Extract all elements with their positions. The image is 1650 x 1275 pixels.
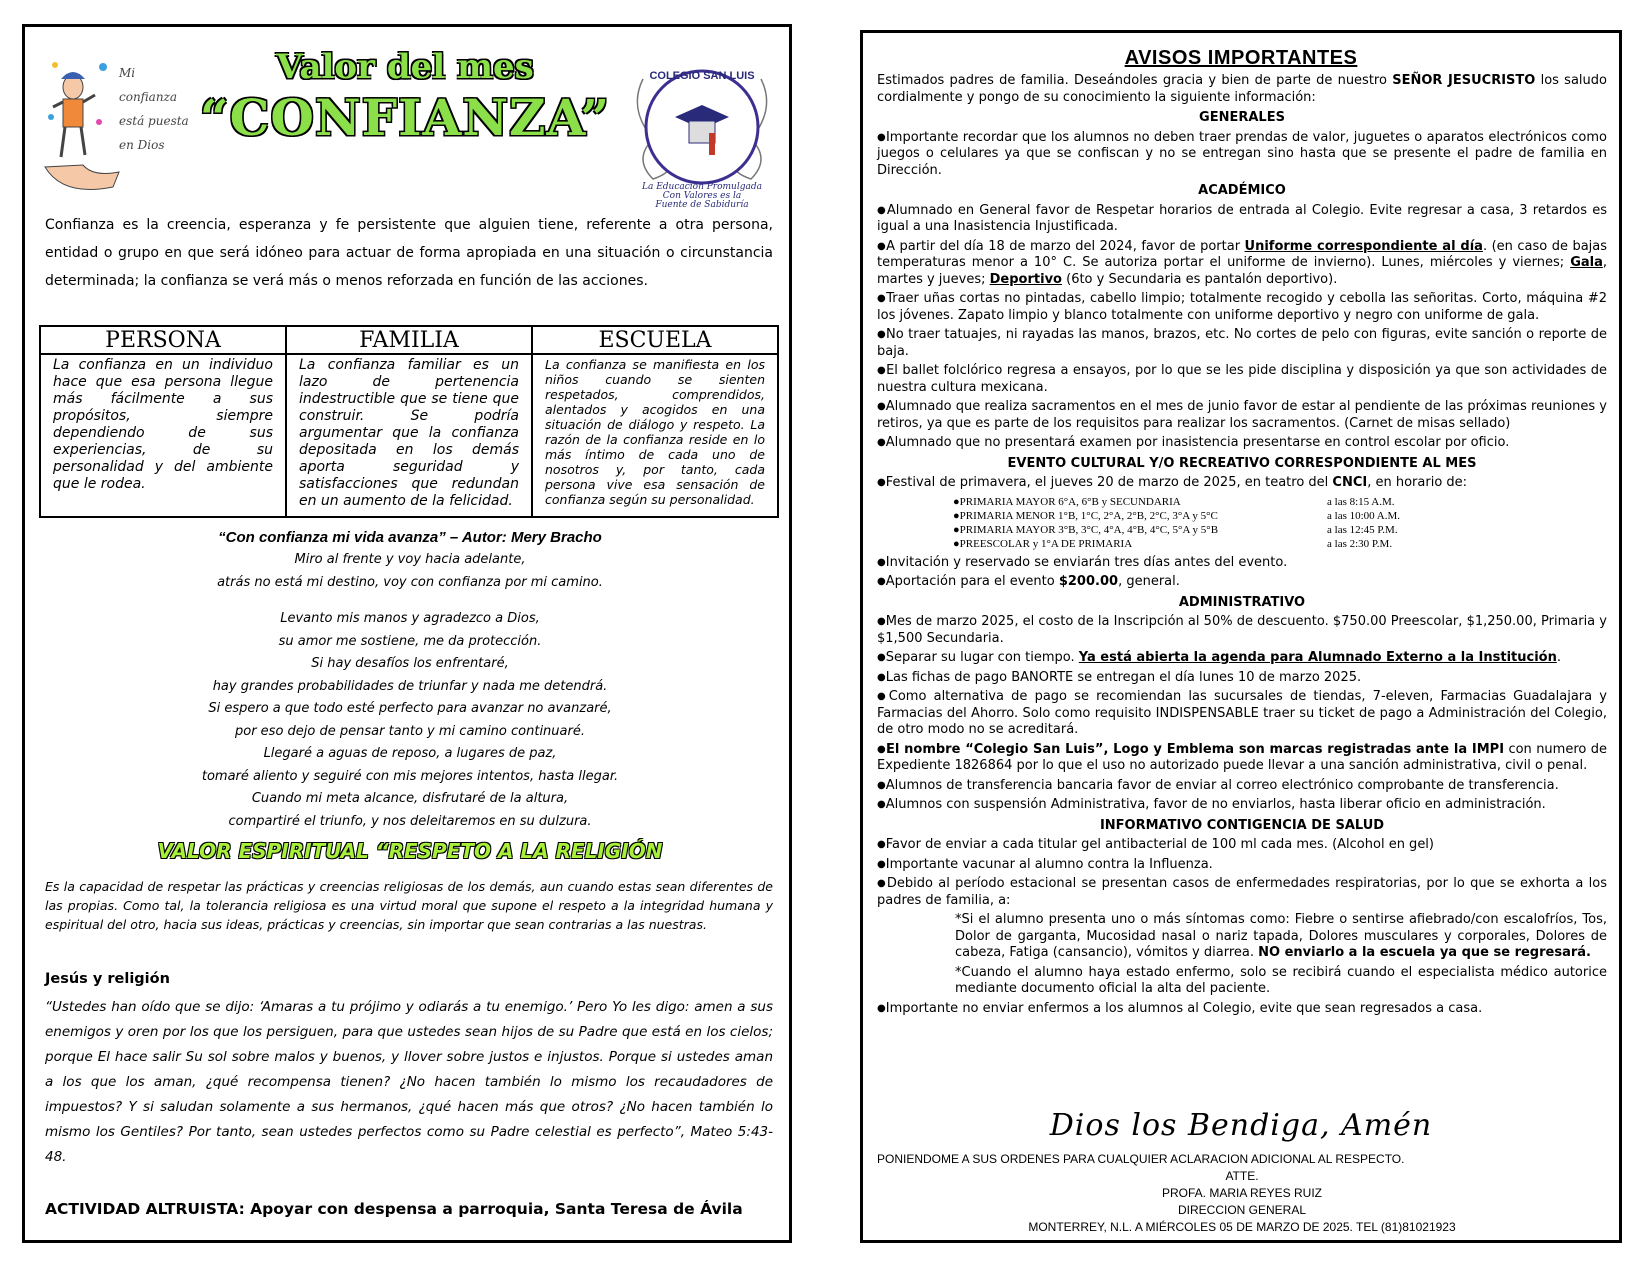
notices-body [877, 73, 1607, 1020]
poem-line: Si hay desafíos los enfrentaré, [311, 656, 509, 671]
notice-item: ● Alumnado que no presentará examen por inasistencia presentarse en control escolar por oficio. [877, 435, 1607, 452]
schedule-row: ●PRIMARIA MAYOR 6°A, 6°B y SECUNDARIA a las 8:15 A.M. [953, 495, 1395, 508]
section-evento: EVENTO CULTURAL Y/O RECREATIVO CORRESPONDIENTE AL MES [1007, 455, 1477, 471]
notice-item: ● Importante recordar que los alumnos no deben traer prendas de valor, juguetes o aparatos electrónicos como juegos o celulares ya que se confiscan y no se entregan sino hasta que se presente el padre de familia en Dirección. [877, 130, 1607, 180]
notice-item: ● Importante vacunar al alumno contra la Influenza. [877, 857, 1607, 874]
notice-item: ● Festival de primavera, el jueves 20 de marzo de 2025, en teatro del CNCI, en horario de: [877, 475, 1607, 492]
notice-item: ● No traer tatuajes, ni rayadas las manos, brazos, etc. No cortes de pelo con figuras, evite sanción o reporte de baja. [877, 327, 1607, 360]
logo-caption: Mi confianza está puesta en Dios [119, 66, 189, 152]
table-header-row [40, 326, 778, 354]
poem-line: Cuando mi meta alcance, disfrutaré de la altura, [251, 791, 569, 806]
notice-item: ● Alumnado en General favor de Respetar horarios de entrada al Colegio. Evite regresar a casa, 3 retardos es igual a una Inasistencia Injustificada. [877, 203, 1607, 236]
important-notices-panel [860, 30, 1622, 1243]
notice-item: ● Invitación y reservado se enviarán tres días antes del evento. [877, 555, 1607, 572]
poem-line: Levanto mis manos y agradezco a Dios, [280, 611, 540, 626]
jesus-religion-heading: Jesús y religión [45, 971, 170, 987]
spiritual-value-title: VALOR ESPIRITUAL “RESPETO A LA RELIGIÓN [157, 839, 663, 863]
closing-line: MONTERREY, N.L. A MIÉRCOLES 05 DE MARZO DE 2025. TEL (81)81021923 [1028, 1220, 1456, 1234]
value-title [195, 47, 615, 149]
value-of-month-panel [22, 24, 792, 1243]
section-salud: INFORMATIVO CONTIGENCIA DE SALUD [1099, 817, 1385, 833]
cell-escuela: La confianza se manifiesta en los niños cuando se sienten respetados, comprendidos, alentados y acogidos en una situación de diálogo y respeto. La razón de la confianza reside en lo más íntimo de cada uno de nosotros y, por tanto, cada persona vive esa sensación de confianza según su personalidad. [532, 354, 778, 517]
notice-item: ● Importante no enviar enfermos a los alumnos al Colegio, evite que sean regresados a casa. [877, 1001, 1607, 1018]
notice-item: ● Debido al período estacional se presentan casos de enfermedades respiratorias, por lo que se exhorta a los padres de familia, a: [877, 876, 1607, 909]
altruistic-activity: ACTIVIDAD ALTRUISTA: Apoyar con despensa a parroquia, Santa Teresa de Ávila [45, 1200, 743, 1218]
poem-line: por eso dejo de pensar tanto y mi camino continuaré. [235, 723, 585, 739]
poem-line: Miro al frente y voy hacia adelante, [294, 552, 526, 567]
notice-subitem: *Cuando el alumno haya estado enfermo, solo se recibirá cuando el especialista médico autorice mediante documento oficial la alta del paciente. [955, 964, 1607, 996]
school-emblem [623, 49, 781, 209]
notice-item: ● El ballet folclórico regresa a ensayos, por lo que se les pide disciplina y disposición ya que son actividades de nuestra cultura mexicana. [877, 363, 1607, 396]
child-and-hand-illustration [43, 47, 123, 202]
notice-item: ● Traer uñas cortas no pintadas, cabello limpio; totalmente recogido y cebolla las señoritas. Corto, máquina #2 los jóvenes. Zapato limpio y blanco totalmente con uniforme deportivo y negro con uniforme de gala. [877, 291, 1607, 324]
notice-subitem: *Si el alumno presenta uno o más síntomas como: Fiebre o sentirse afiebrado/con escalofríos, Tos, Dolor de garganta, Mucosidad nasal o nariz tapada, Dolores musculares y corporales, Dolores de cabeza, Fatiga (cansancio), vómitos y diarrea. NO enviarlo a la escuela ya que se regresará. [955, 912, 1607, 960]
poem-line: hay grandes probabilidades de triunfar y nada me detendrá. [212, 678, 608, 694]
header-escuela: ESCUELA [532, 326, 778, 354]
notice-item: ● Favor de enviar a cada titular gel antibacterial de 100 ml cada mes. (Alcohol en gel) [877, 837, 1607, 854]
poem-line: Si espero a que todo esté perfecto para avanzar no avanzaré, [208, 701, 612, 716]
school-motto-1: La Educación Promulgada [642, 182, 762, 192]
notice-item: ● Mes de marzo 2025, el costo de la Inscripción al 50% de descuento. $750.00 Preescolar, $1,250.00, Primaria y $1,500 Secundaria. [877, 614, 1607, 647]
section-generales: GENERALES [1199, 110, 1285, 125]
school-motto-3: Fuente de Sabiduría [655, 200, 749, 209]
trust-contexts-table [39, 325, 779, 518]
school-motto-2: Con Valores es la [662, 191, 742, 201]
scripture-quote: “Ustedes han oído que se dijo: ‘Amaras a tu prójimo y odiarás a tu enemigo.’ Pero Yo les digo: amen a sus enemigos y oren por los que los persiguen, para que ustedes sean hijos de su Padre que está en los cielos; porque El hace salir Su sol sobre malos y buenos, y llover sobre justos e injustos. Porque si ustedes aman a los que los aman, ¿qué recompensa tienen? ¿No hacen también lo mismo los recaudadores de impuestos? Y si saludan solamente a sus hermanos, ¿qué hacen más que otros? ¿No hacen también lo mismo los Gentiles? Por tanto, sean ustedes perfectos como su Padre celestial es perfecto”, Mateo 5:43-48. [45, 999, 773, 1165]
notice-item: ● A partir del día 18 de marzo del 2024, favor de portar Uniforme correspondiente al día. (en caso de bajas temperaturas menor a 10° C. Se autoriza portar el uniforme de invierno). Lunes, miércoles y viernes; Gala, martes y jueves; Deportivo (6to y Secundaria es pantalón deportivo). [877, 239, 1607, 289]
notice-item: ● Como alternativa de pago se recomiendan las sucursales de tiendas, 7-eleven, Farmacias Guadalajara y Farmacias del Ahorro. Solo como requisito INDISPENSABLE traer su ticket de pago a Administración del Colegio, de otro modo no se acreditará. [877, 689, 1607, 739]
header-persona: PERSONA [40, 326, 286, 354]
notice-item: ● Separar su lugar con tiempo. Ya está abierta la agenda para Alumnado Externo a la Institución. [877, 650, 1607, 667]
table-row [40, 354, 778, 517]
notices-title: AVISOS IMPORTANTES [1124, 47, 1358, 69]
schedule-row: ●PRIMARIA MENOR 1°B, 1°C, 2°A, 2°B, 2°C, 3°A y 5°C a las 10:00 A.M. [953, 509, 1401, 522]
school-name: COLEGIO SAN LUIS [649, 70, 755, 82]
poem-title: “Con confianza mi vida avanza” – Autor: Mery Bracho [218, 529, 602, 546]
closing-line: PROFA. MARIA REYES RUIZ [1161, 1186, 1323, 1200]
poem-line: tomaré aliento y seguiré con mis mejores intentos, hasta llegar. [201, 768, 619, 784]
schedule-row: ●PRIMARIA MAYOR 3°B, 3°C, 4°A, 4°B, 4°C, 5°A y 5°B a las 12:45 P.M. [953, 523, 1398, 536]
closing-signature [877, 1151, 1607, 1236]
poem-line: su amor me sostiene, me da protección. [278, 633, 542, 649]
trust-definition: Confianza es la creencia, esperanza y fe persistente que alguien tiene, referente a otra persona, entidad o grupo en que será idóneo para actuar de forma apropiada en una situación o circunstancia determinada; la confianza se verá más o menos reforzada en función de las acciones. [45, 217, 773, 289]
intro-paragraph: Estimados padres de familia. Deseándoles gracia y bien de parte de nuestro SEÑOR JESUCRISTO los saludo cordialmente y pongo de su conocimiento la siguiente información: [877, 73, 1607, 105]
header-familia: FAMILIA [286, 326, 532, 354]
cell-persona: La confianza en un individuo hace que esa persona llegue más fácilmente a sus propósitos, siempre dependiendo de sus experiencias, de su personalidad y del ambiente que le rodea. [40, 354, 286, 517]
schedule-row: ●PREESCOLAR y 1°A DE PRIMARIA a las 2:30 P.M. [953, 537, 1393, 550]
poem-line: compartiré el triunfo, y nos deleitaremos en su dulzura. [228, 813, 592, 829]
spiritual-value-text: Es la capacidad de respetar las prácticas y creencias religiosas de los demás, aun cuando estas sean diferentes de las propias. Como tal, la tolerancia religiosa es una virtud moral que supone el respeto a la integridad humana y espiritual del otro, hacia sus ideas, prácticas y creencias, sin importar que sean contrarias a las nuestras. [45, 879, 773, 932]
notice-item: ● Alumnos con suspensión Administrativa, favor de no enviarlos, hasta liberar oficio en administración. [877, 797, 1607, 814]
value-word: “CONFIANZA” [199, 88, 611, 147]
section-academico: ACADÉMICO [1198, 183, 1286, 198]
cell-familia: La confianza familiar es un lazo de pertenencia indestructible que se tiene que construir. Se podría argumentar que la confianza depositada en los demás aporta seguridad y satisfacciones que redundan en un aumento de la felicidad. [286, 354, 532, 517]
festival-schedule [953, 495, 1607, 551]
closing-line: DIRECCION GENERAL [1177, 1203, 1307, 1217]
school-logo [623, 49, 781, 209]
closing-line: PONIENDOME A SUS ORDENES PARA CUALQUIER ACLARACION ADICIONAL AL RESPECTO. [877, 1152, 1405, 1166]
poem [25, 549, 795, 833]
trust-in-god-logo [43, 47, 193, 202]
section-administrativo: ADMINISTRATIVO [1178, 594, 1306, 610]
blessing: Dios los Bendiga, Amén [1049, 1108, 1433, 1143]
closing-line: ATTE. [1225, 1169, 1259, 1183]
poem-line: atrás no está mi destino, voy con confianza por mi camino. [217, 574, 603, 590]
notice-item: ● Alumnado que realiza sacramentos en el mes de junio favor de estar al pendiente de las próximas reuniones y retiros, ya que es parte de los requisitos para realizar los sacramentos. (Carnet de misas sellado) [877, 399, 1607, 432]
notice-item: ● Alumnos de transferencia bancaria favor de enviar al correo electrónico comprobante de transferencia. [877, 778, 1607, 795]
notice-item: ● Las fichas de pago BANORTE se entregan el día lunes 10 de marzo 2025. [877, 670, 1607, 687]
notice-item: ● Aportación para el evento $200.00, general. [877, 574, 1607, 591]
poem-line: Llegaré a aguas de reposo, a lugares de paz, [263, 746, 557, 761]
value-heading: Valor del mes [276, 47, 534, 87]
notice-item: ● El nombre “Colegio San Luis”, Logo y Emblema son marcas registradas ante la IMPI con numero de Expediente 1826864 por lo que el uso no autorizado puede llevar a una sanción administrativa, civil o penal. [877, 742, 1607, 775]
